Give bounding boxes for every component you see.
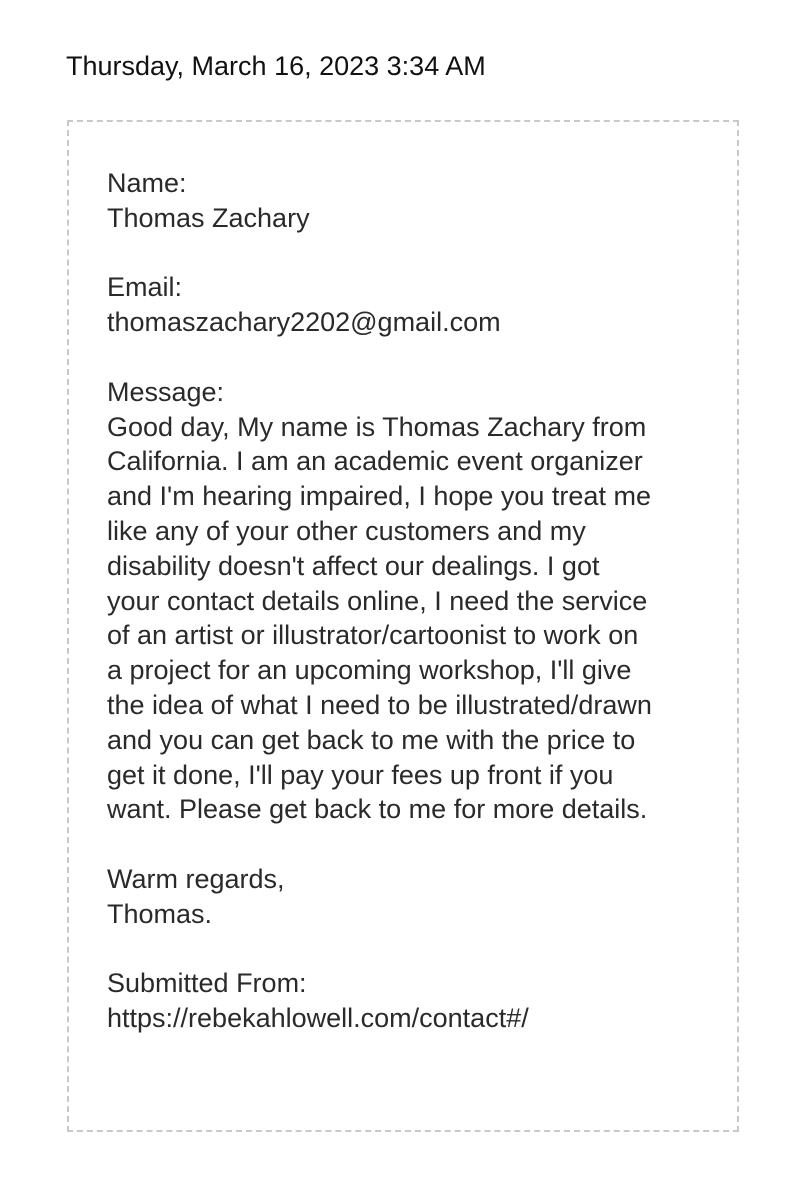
name-section [107,166,727,236]
message-section [107,375,727,827]
message-line: of an artist or illustrator/cartoonist to work on [107,620,639,651]
spacer [107,236,727,271]
spacer [107,827,727,862]
submitted-from-section [107,966,727,1036]
closing-signature: Thomas. [107,898,213,929]
message-line: the idea of what I need to be illustrated/drawn [107,689,652,720]
message-label: Message: [107,376,225,407]
email-timestamp: Thursday, March 16, 2023 3:34 AM [66,51,486,81]
submitted-from-url[interactable]: https://rebekahlowell.com/contact#/ [107,1003,529,1034]
email-value[interactable]: thomaszachary2202@gmail.com [107,307,501,338]
closing-greeting: Warm regards, [107,863,285,894]
email-section [107,270,727,340]
message-line: and you can get back to me with the price to [107,724,636,755]
message-line: like any of your other customers and my [107,515,586,546]
message-line: Good day, My name is Thomas Zachary from [107,411,647,442]
spacer [107,340,727,375]
name-value: Thomas Zachary [107,202,310,233]
name-label: Name: [107,168,187,198]
closing-section [107,862,727,932]
form-submission-card [67,120,739,1132]
message-line: want. Please get back to me for more details. [107,794,648,825]
message-line: a project for an upcoming workshop, I'll give [107,655,632,686]
message-line: get it done, I'll pay your fees up front if you [107,759,614,790]
spacer [107,932,727,967]
email-label: Email: [107,272,183,303]
message-line: and I'm hearing impaired, I hope you treat me [107,481,651,512]
message-line: California. I am an academic event organizer [107,446,643,477]
message-line: disability doesn't affect our dealings. I got [107,550,600,581]
message-line: your contact details online, I need the service [107,585,648,616]
submitted-from-label: Submitted From: [107,968,307,999]
form-submission-content [107,166,727,1036]
